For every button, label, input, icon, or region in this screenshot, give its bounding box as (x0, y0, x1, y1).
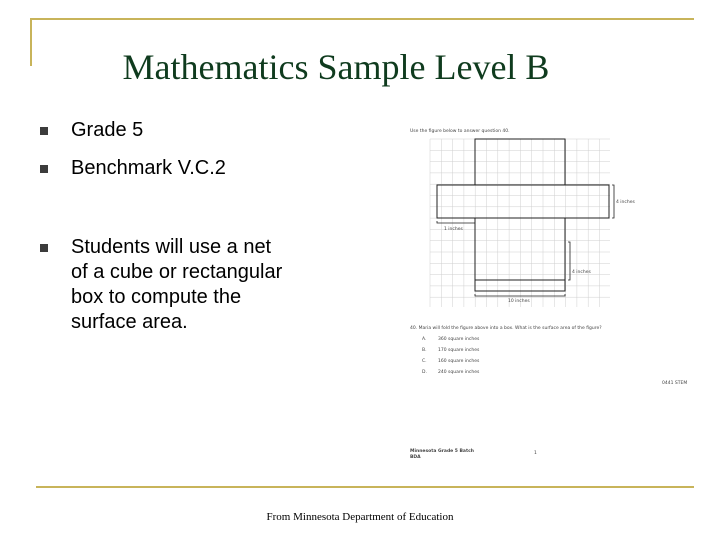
bullet-square-icon (40, 165, 48, 173)
net-face-top (475, 139, 565, 185)
bracket-bottom (475, 294, 565, 296)
source-footer: From Minnesota Department of Education (266, 511, 454, 523)
label-1-inches: 1 inches (444, 227, 463, 232)
item-code: 0441 STEM (662, 381, 688, 386)
choice-text: 240 square inches (438, 370, 480, 375)
net-face-middle-strip (437, 185, 609, 218)
choice-text: 170 square inches (438, 348, 480, 353)
bullet-square-icon (40, 127, 48, 135)
bracket-right-mid (568, 242, 570, 280)
choice-letter: D. (422, 370, 427, 375)
choice-letter: A. (422, 337, 427, 342)
choice-letter: C. (422, 359, 427, 364)
label-4-inches-mid: 4 inches (572, 270, 591, 275)
label-4-inches-top: 4 inches (616, 200, 635, 205)
net-face-bottom (475, 280, 565, 291)
bracket-right-top (612, 185, 614, 218)
label-10-inches: 10 inches (508, 299, 530, 304)
slide-title: Mathematics Sample Level B (122, 47, 550, 87)
answer-choices (422, 336, 480, 375)
question-text: 40. Maria will fold the figure above into a box. What is the surface area of the figure? (410, 326, 602, 331)
bullet-square-icon (40, 244, 48, 252)
bullet-text: Students will use a net of a cube or rectangular box to compute the surface area. (71, 236, 283, 333)
page-footer-right: 1 (534, 451, 537, 456)
page-footer-left-2: BDA (410, 455, 421, 460)
frame-top-line (30, 18, 694, 20)
bullet-text: Benchmark V.C.2 (71, 157, 226, 179)
choice-text: 160 square inches (438, 359, 480, 364)
figure-caption: Use the figure below to answer question 40. (410, 129, 510, 134)
choice-text: 360 square inches (438, 337, 480, 342)
cube-net-figure (400, 122, 700, 472)
choice-letter: B. (422, 348, 427, 353)
frame-bottom-line (36, 486, 694, 488)
net-face-front (475, 218, 565, 280)
bullet-text: Grade 5 (71, 119, 144, 141)
page-footer-left: Minnesota Grade 5 Batch (410, 449, 474, 454)
bracket-left-small (437, 221, 475, 223)
